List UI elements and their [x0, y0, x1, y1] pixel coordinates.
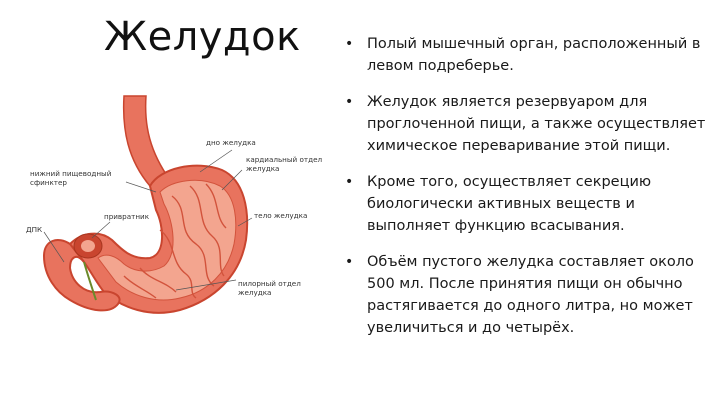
- label-body: тело желудка: [254, 211, 308, 220]
- bullet-list: [345, 33, 710, 339]
- bullet-item: [345, 91, 710, 157]
- bullet-text: Объём пустого желудка составляет около 500 мл. После принятия пищи он обычно растягивается до одного литра, но может увеличиться и до четырёх.: [367, 254, 694, 336]
- bullet-marker: •: [345, 36, 354, 52]
- label-duodenum: ДПК: [26, 225, 43, 234]
- bullet-item: [345, 251, 710, 339]
- label-lower-sphincter: нижний пищеводный сфинктер: [30, 169, 112, 187]
- label-pylorus: привратник: [104, 212, 150, 221]
- stomach-anatomy-illustration: [0, 88, 330, 400]
- slide-title: Желудок: [104, 14, 301, 60]
- label-cardia: кардиальный отдел желудка: [246, 155, 323, 173]
- label-pyloric-part: пилорный отдел желудка: [238, 279, 301, 297]
- bullet-marker: •: [345, 254, 354, 270]
- bullet-marker: •: [345, 174, 354, 190]
- bullet-text: Кроме того, осуществляет секрецию биологически активных веществ и выполняет функцию всасывания.: [367, 174, 652, 234]
- bullet-text: Полый мышечный орган, расположенный в левом подреберье.: [367, 36, 701, 74]
- bullet-item: [345, 33, 710, 77]
- bullet-marker: •: [345, 94, 354, 110]
- bullet-item: [345, 171, 710, 237]
- bullet-text: Желудок является резервуаром для проглоченной пищи, а также осуществляет химическое переваривание этой пищи.: [367, 94, 706, 154]
- label-fundus: дно желудка: [206, 138, 256, 147]
